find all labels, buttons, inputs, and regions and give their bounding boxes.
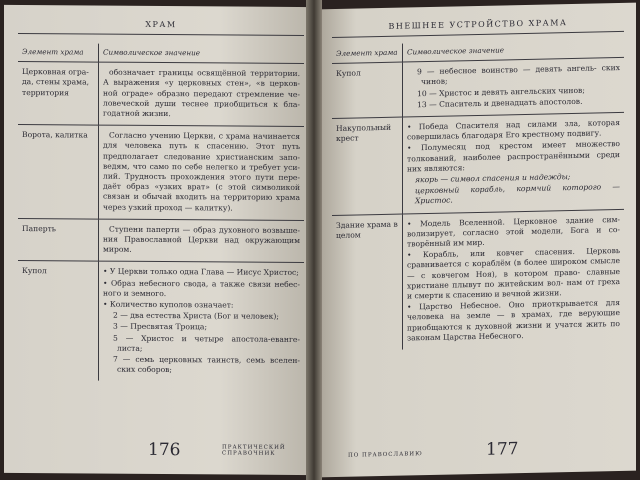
element-cell: Купол xyxy=(18,261,99,381)
meaning-cell xyxy=(99,262,305,383)
table-row xyxy=(332,112,624,215)
sub-item: 9 — небесное воинство — девять ангель- ских чинов; xyxy=(417,63,620,87)
column-header-element: Элемент храма xyxy=(18,43,99,62)
running-head: ВНЕШНЕЕ УСТРОЙСТВО ХРАМА xyxy=(332,17,624,38)
page-number: 176 xyxy=(148,439,181,461)
bullet-item: • Полумесяц под крестом имеет множество толкований, наиболее распространёнными среди них являются: xyxy=(407,139,620,174)
element-cell: Паперть xyxy=(18,218,99,261)
italic-item: якорь — символ спасения и надежды; xyxy=(415,172,571,185)
meaning-cell xyxy=(403,209,625,350)
bullet-item: • Образ небесного свода, а также связи небес- ного и земного. xyxy=(103,278,300,298)
sub-item: 2 — два естества Христа (Бог и человек); xyxy=(113,310,279,322)
sub-item: 10 — Христос и девять ангельских чинов; xyxy=(417,85,585,98)
column-header-element: Элемент храма xyxy=(332,44,403,64)
bullet-item: • Количество куполов означает: xyxy=(103,299,234,310)
table-row xyxy=(18,125,304,221)
bullet-item: • У Церкви только одна Глава — Иисус Христос; xyxy=(103,267,299,278)
right-page xyxy=(318,3,636,478)
element-cell: Купол xyxy=(332,62,403,118)
footer-text: ПО ПРАВОСЛАВИЮ xyxy=(348,451,423,459)
sub-item: 7 — семь церковных таинств, семь вселен- ских соборов; xyxy=(113,354,300,375)
footer-text: ПРАКТИЧЕСКИЙ СПРАВОЧНИК xyxy=(222,444,286,457)
running-head: ХРАМ xyxy=(18,19,304,36)
bullet-item: • Победа Спасителя над силами зла, которая совершилась благодаря Его крестному подвигу. xyxy=(407,118,620,142)
meaning-cell xyxy=(99,219,305,263)
sub-item: 3 — Пресвятая Троица; xyxy=(113,322,208,332)
symbolism-table xyxy=(332,39,624,351)
element-cell: Накупольный крест xyxy=(332,117,403,215)
table-row xyxy=(332,58,624,119)
meaning-cell xyxy=(403,58,625,117)
bullet-item: • Модель Вселенной. Церковное здание сим- волизирует, согласно этой модели, Бога и со- творённый им мир. xyxy=(407,214,620,249)
element-cell: Церковная огра- да, стены храма, территория xyxy=(18,62,99,126)
meaning-cell xyxy=(99,125,305,220)
column-header-meaning: Символическое значение xyxy=(403,39,625,62)
meaning-cell xyxy=(403,112,625,213)
element-cell: Ворота, калитка xyxy=(18,125,99,219)
table-row xyxy=(18,218,304,263)
column-header-meaning: Символическое значение xyxy=(99,44,305,64)
meaning-paragraph: Согласно учению Церкви, с храма начинается для человека путь к спасению. Этот путь предполагает следование христианским запо- ведям, что само по себе нелегко и требует уси- лий. Трудность прохождения этого пути пере- даёт образ «узких врат» (с этой символикой связан и обычай входить на территорию храма через узкий проход — калитку). xyxy=(103,130,300,213)
meaning-paragraph: Ступени паперти — образ духовного возвыше- ния Православной Церкви над окружающим миром. xyxy=(103,224,300,255)
sub-item: 13 — Спаситель и двенадцать апостолов. xyxy=(417,96,583,110)
bullet-item: • Корабль, или ковчег спасения. Церковь сравнивается с кораблём (в более широком смысле — с ковчегом Ноя), в котором право- славные христиане плывут по житейским вол- нам от греха и смерти к спасению и вечной жизни. xyxy=(407,246,620,301)
table-row xyxy=(18,62,304,127)
meaning-paragraph: обозначает границы освящённой территории. А выражения «у церковных стен», «в церков- ной ограде» образно передают стремление че- ловеческой души теснее приобщиться к бла- годатной жизни. xyxy=(103,67,300,119)
page-number: 177 xyxy=(486,439,519,460)
element-cell: Здание храма в целом xyxy=(332,214,403,351)
left-page xyxy=(4,5,312,475)
bullet-item: • Царство Небесное. Оно приоткрывается для человека на земле — в храмах, где верующие приобщаются к духовной жизни и учатся жить по законам Царства Небесного. xyxy=(407,298,620,343)
table-row xyxy=(18,261,304,383)
italic-item: церковный корабль, кормчий которого — Христос. xyxy=(415,182,620,206)
symbolism-table xyxy=(18,43,304,382)
table-row xyxy=(332,209,624,351)
table-header-row xyxy=(18,43,304,64)
meaning-cell xyxy=(99,62,305,126)
sub-item: 5 — Христос и четыре апостола-еванге- листа; xyxy=(113,333,300,353)
book-gutter xyxy=(306,0,322,480)
